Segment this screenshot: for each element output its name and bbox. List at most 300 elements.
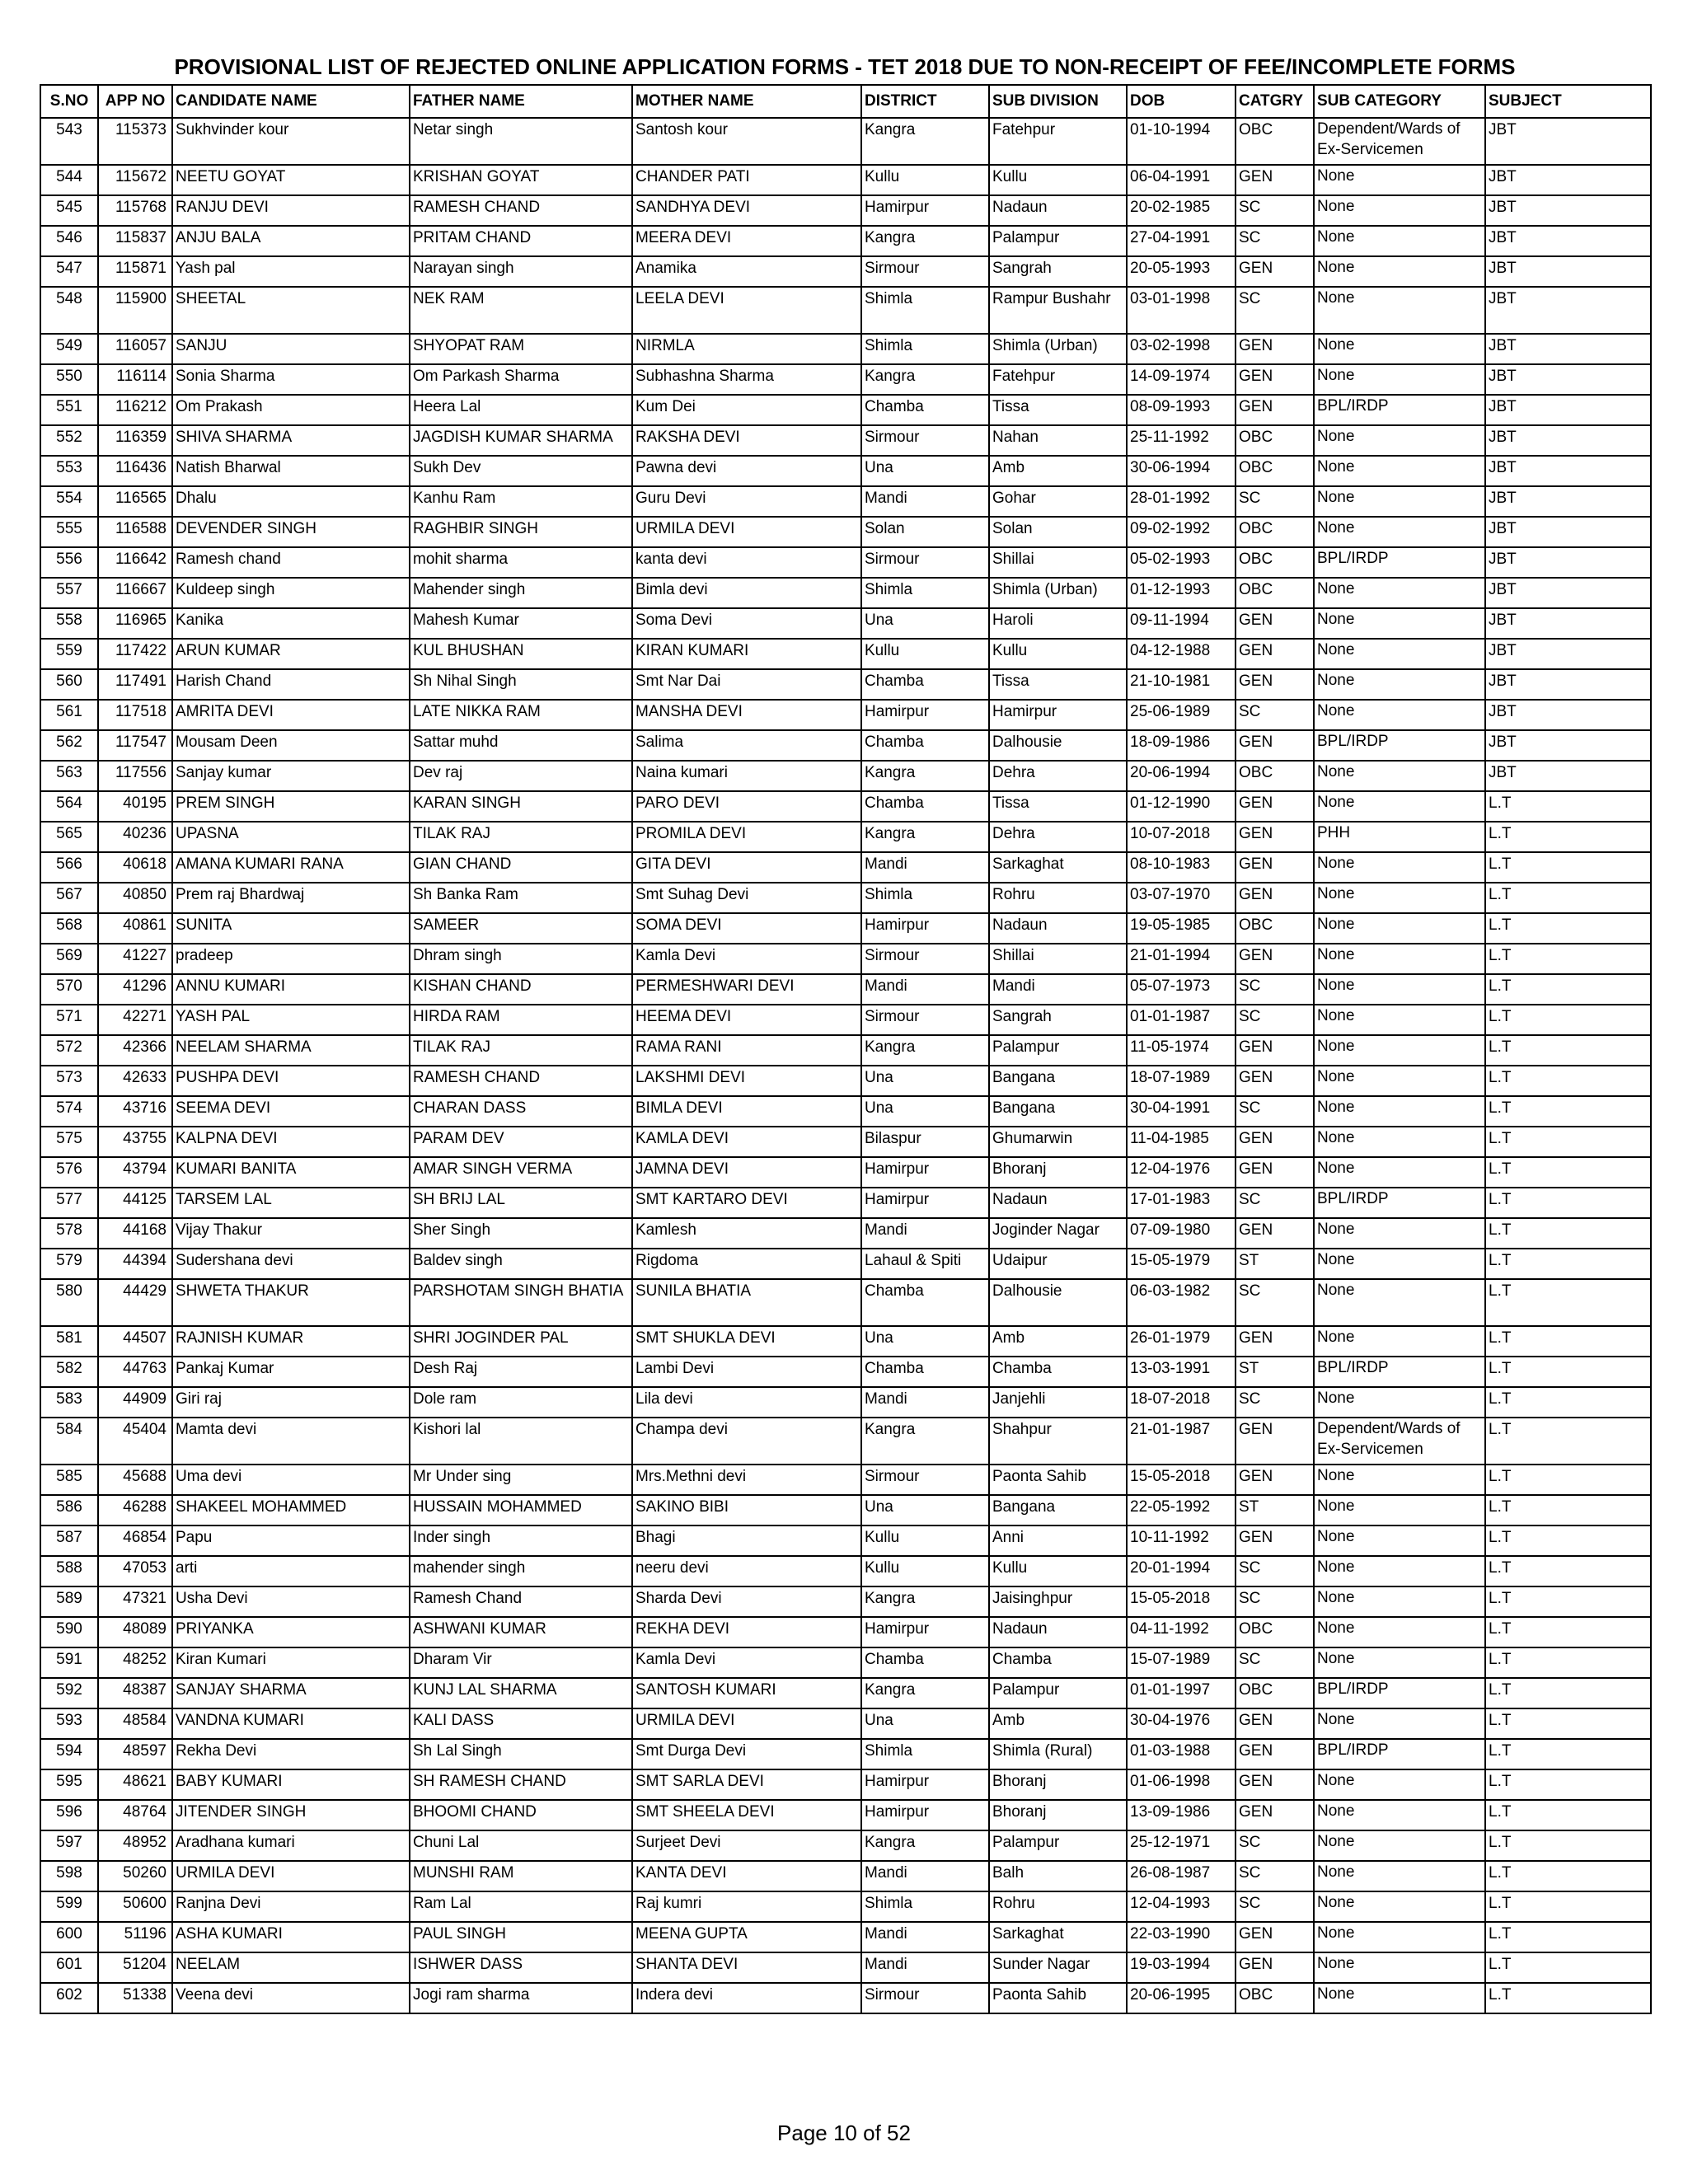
cell-candidate-name: Yash pal	[172, 256, 410, 287]
table-row	[40, 761, 1651, 791]
cell-category: GEN	[1236, 669, 1314, 700]
cell-sub-division: Shimla (Urban)	[989, 334, 1127, 364]
column-header-candidate-name: CANDIDATE NAME	[172, 85, 410, 118]
cell-category: SC	[1236, 1586, 1314, 1617]
cell-father-name: Kanhu Ram	[410, 486, 632, 517]
cell-subject: L.T	[1485, 1861, 1651, 1891]
cell-app-no: 40618	[98, 852, 172, 883]
table-row	[40, 1769, 1651, 1800]
cell-category: GEN	[1236, 1326, 1314, 1357]
cell-sno: 568	[40, 913, 98, 944]
cell-subject: L.T	[1485, 1495, 1651, 1526]
cell-sub-division: Sarkaghat	[989, 1922, 1127, 1952]
cell-district: Shimla	[861, 287, 989, 334]
cell-subject: L.T	[1485, 974, 1651, 1005]
cell-father-name: HUSSAIN MOHAMMED	[410, 1495, 632, 1526]
cell-district: Kullu	[861, 165, 989, 195]
cell-dob: 11-05-1974	[1127, 1035, 1236, 1066]
cell-sno: 569	[40, 944, 98, 974]
cell-dob: 26-08-1987	[1127, 1861, 1236, 1891]
cell-district: Kullu	[861, 1526, 989, 1556]
cell-district: Hamirpur	[861, 1188, 989, 1218]
cell-sub-category: None	[1314, 1249, 1485, 1279]
cell-district: Kangra	[861, 1586, 989, 1617]
table-row	[40, 1157, 1651, 1188]
cell-subject: L.T	[1485, 1526, 1651, 1556]
cell-candidate-name: Papu	[172, 1526, 410, 1556]
cell-sub-category: None	[1314, 852, 1485, 883]
cell-dob: 13-03-1991	[1127, 1357, 1236, 1387]
cell-sub-division: Dalhousie	[989, 730, 1127, 761]
cell-subject: L.T	[1485, 1708, 1651, 1739]
cell-dob: 11-04-1985	[1127, 1127, 1236, 1157]
cell-app-no: 48089	[98, 1617, 172, 1647]
cell-sno: 562	[40, 730, 98, 761]
cell-dob: 20-06-1994	[1127, 761, 1236, 791]
cell-sub-division: Shillai	[989, 944, 1127, 974]
cell-sno: 560	[40, 669, 98, 700]
cell-subject: L.T	[1485, 1952, 1651, 1983]
cell-sub-category: None	[1314, 1465, 1485, 1495]
cell-app-no: 117547	[98, 730, 172, 761]
cell-subject: L.T	[1485, 1739, 1651, 1769]
cell-mother-name: Surjeet Devi	[632, 1830, 861, 1861]
table-row	[40, 118, 1651, 165]
table-row	[40, 608, 1651, 639]
cell-dob: 09-02-1992	[1127, 517, 1236, 547]
cell-dob: 01-03-1988	[1127, 1739, 1236, 1769]
cell-sub-category: None	[1314, 517, 1485, 547]
cell-app-no: 45404	[98, 1418, 172, 1465]
cell-dob: 18-07-2018	[1127, 1387, 1236, 1418]
cell-dob: 14-09-1974	[1127, 364, 1236, 395]
cell-sub-division: Tissa	[989, 669, 1127, 700]
cell-father-name: Om Parkash Sharma	[410, 364, 632, 395]
cell-district: Hamirpur	[861, 1157, 989, 1188]
cell-dob: 05-07-1973	[1127, 974, 1236, 1005]
cell-category: GEN	[1236, 1769, 1314, 1800]
table-row	[40, 730, 1651, 761]
cell-candidate-name: Ramesh chand	[172, 547, 410, 578]
cell-mother-name: Mrs.Methni devi	[632, 1465, 861, 1495]
cell-district: Sirmour	[861, 547, 989, 578]
cell-dob: 01-10-1994	[1127, 118, 1236, 165]
cell-candidate-name: Sudershana devi	[172, 1249, 410, 1279]
cell-father-name: RAMESH CHAND	[410, 195, 632, 226]
table-row	[40, 1465, 1651, 1495]
cell-app-no: 44168	[98, 1218, 172, 1249]
cell-mother-name: Kamla Devi	[632, 1647, 861, 1678]
cell-father-name: Kishori lal	[410, 1418, 632, 1465]
cell-sub-category: BPL/IRDP	[1314, 730, 1485, 761]
cell-dob: 25-12-1971	[1127, 1830, 1236, 1861]
cell-subject: L.T	[1485, 852, 1651, 883]
cell-subject: L.T	[1485, 1418, 1651, 1465]
cell-sub-division: Sarkaghat	[989, 852, 1127, 883]
cell-father-name: Dhram singh	[410, 944, 632, 974]
cell-sno: 570	[40, 974, 98, 1005]
cell-sub-division: Bhoranj	[989, 1800, 1127, 1830]
cell-app-no: 116642	[98, 547, 172, 578]
cell-district: Hamirpur	[861, 700, 989, 730]
cell-dob: 20-01-1994	[1127, 1556, 1236, 1586]
cell-sub-category: None	[1314, 1096, 1485, 1127]
cell-sno: 595	[40, 1769, 98, 1800]
cell-category: GEN	[1236, 730, 1314, 761]
cell-candidate-name: BABY KUMARI	[172, 1769, 410, 1800]
cell-mother-name: MANSHA DEVI	[632, 700, 861, 730]
cell-mother-name: Kamlesh	[632, 1218, 861, 1249]
cell-app-no: 42366	[98, 1035, 172, 1066]
cell-sub-category: Dependent/Wards of Ex-Servicemen	[1314, 1418, 1485, 1465]
cell-sno: 596	[40, 1800, 98, 1830]
cell-mother-name: Bhagi	[632, 1526, 861, 1556]
cell-app-no: 44507	[98, 1326, 172, 1357]
cell-sno: 591	[40, 1647, 98, 1678]
cell-sno: 602	[40, 1983, 98, 2013]
cell-dob: 04-12-1988	[1127, 639, 1236, 669]
cell-category: GEN	[1236, 364, 1314, 395]
cell-father-name: KALI DASS	[410, 1708, 632, 1739]
cell-sno: 561	[40, 700, 98, 730]
cell-dob: 18-09-1986	[1127, 730, 1236, 761]
cell-subject: L.T	[1485, 1035, 1651, 1066]
cell-district: Hamirpur	[861, 913, 989, 944]
cell-subject: L.T	[1485, 1769, 1651, 1800]
table-row	[40, 1188, 1651, 1218]
table-row	[40, 1983, 1651, 2013]
cell-father-name: KARAN SINGH	[410, 791, 632, 822]
cell-district: Hamirpur	[861, 195, 989, 226]
cell-sno: 586	[40, 1495, 98, 1526]
cell-sub-division: Tissa	[989, 791, 1127, 822]
cell-mother-name: SANDHYA DEVI	[632, 195, 861, 226]
table-row	[40, 1617, 1651, 1647]
cell-app-no: 48252	[98, 1647, 172, 1678]
cell-sno: 593	[40, 1708, 98, 1739]
table-row	[40, 700, 1651, 730]
cell-sub-division: Sangrah	[989, 1005, 1127, 1035]
cell-category: GEN	[1236, 1800, 1314, 1830]
cell-app-no: 43794	[98, 1157, 172, 1188]
cell-mother-name: Champa devi	[632, 1418, 861, 1465]
cell-sno: 590	[40, 1617, 98, 1647]
cell-category: GEN	[1236, 608, 1314, 639]
cell-subject: L.T	[1485, 1157, 1651, 1188]
cell-district: Mandi	[861, 974, 989, 1005]
cell-sno: 546	[40, 226, 98, 256]
cell-dob: 15-05-1979	[1127, 1249, 1236, 1279]
cell-category: SC	[1236, 1279, 1314, 1326]
cell-category: GEN	[1236, 1418, 1314, 1465]
cell-sub-division: Palampur	[989, 1830, 1127, 1861]
cell-mother-name: Smt Nar Dai	[632, 669, 861, 700]
cell-subject: JBT	[1485, 425, 1651, 456]
cell-sno: 564	[40, 791, 98, 822]
table-row	[40, 1922, 1651, 1952]
cell-sub-division: Rohru	[989, 1891, 1127, 1922]
table-row	[40, 883, 1651, 913]
cell-dob: 01-12-1993	[1127, 578, 1236, 608]
cell-app-no: 41227	[98, 944, 172, 974]
cell-sno: 567	[40, 883, 98, 913]
cell-sno: 577	[40, 1188, 98, 1218]
cell-subject: L.T	[1485, 1556, 1651, 1586]
table-row	[40, 639, 1651, 669]
cell-category: GEN	[1236, 1127, 1314, 1157]
cell-dob: 28-01-1992	[1127, 486, 1236, 517]
cell-category: SC	[1236, 195, 1314, 226]
cell-sub-category: BPL/IRDP	[1314, 1188, 1485, 1218]
cell-sub-division: Kullu	[989, 639, 1127, 669]
cell-category: OBC	[1236, 578, 1314, 608]
table-row	[40, 1739, 1651, 1769]
cell-candidate-name: NEELAM SHARMA	[172, 1035, 410, 1066]
cell-subject: L.T	[1485, 1387, 1651, 1418]
column-header-dob: DOB	[1127, 85, 1236, 118]
column-header-app-no: APP NO	[98, 85, 172, 118]
cell-dob: 18-07-1989	[1127, 1066, 1236, 1096]
cell-app-no: 42633	[98, 1066, 172, 1096]
column-header-father-name: FATHER NAME	[410, 85, 632, 118]
cell-candidate-name: Harish Chand	[172, 669, 410, 700]
cell-candidate-name: Prem raj Bhardwaj	[172, 883, 410, 913]
cell-candidate-name: Kanika	[172, 608, 410, 639]
cell-father-name: JAGDISH KUMAR SHARMA	[410, 425, 632, 456]
cell-dob: 07-09-1980	[1127, 1218, 1236, 1249]
cell-candidate-name: UPASNA	[172, 822, 410, 852]
cell-sno: 558	[40, 608, 98, 639]
cell-district: Una	[861, 608, 989, 639]
table-row	[40, 1357, 1651, 1387]
cell-candidate-name: RANJU DEVI	[172, 195, 410, 226]
cell-category: SC	[1236, 1861, 1314, 1891]
table-row	[40, 1387, 1651, 1418]
table-row	[40, 1586, 1651, 1617]
cell-candidate-name: Giri raj	[172, 1387, 410, 1418]
cell-subject: JBT	[1485, 669, 1651, 700]
cell-district: Sirmour	[861, 256, 989, 287]
cell-sub-category: None	[1314, 1861, 1485, 1891]
cell-father-name: Sh Banka Ram	[410, 883, 632, 913]
cell-sno: 584	[40, 1418, 98, 1465]
cell-father-name: Ramesh Chand	[410, 1586, 632, 1617]
cell-sub-division: Dehra	[989, 761, 1127, 791]
table-row	[40, 517, 1651, 547]
cell-sub-division: Dalhousie	[989, 1279, 1127, 1326]
cell-sno: 589	[40, 1586, 98, 1617]
cell-subject: L.T	[1485, 1005, 1651, 1035]
cell-district: Mandi	[861, 1387, 989, 1418]
cell-candidate-name: SHWETA THAKUR	[172, 1279, 410, 1326]
cell-mother-name: SOMA DEVI	[632, 913, 861, 944]
cell-district: Una	[861, 1326, 989, 1357]
column-header-category: CATGRY	[1236, 85, 1314, 118]
cell-sno: 601	[40, 1952, 98, 1983]
cell-mother-name: Santosh kour	[632, 118, 861, 165]
cell-sub-category: None	[1314, 1891, 1485, 1922]
cell-father-name: MUNSHI RAM	[410, 1861, 632, 1891]
cell-candidate-name: Vijay Thakur	[172, 1218, 410, 1249]
cell-dob: 21-10-1981	[1127, 669, 1236, 700]
cell-subject: L.T	[1485, 1218, 1651, 1249]
cell-dob: 21-01-1994	[1127, 944, 1236, 974]
cell-candidate-name: SUNITA	[172, 913, 410, 944]
cell-category: GEN	[1236, 791, 1314, 822]
cell-subject: L.T	[1485, 1983, 1651, 2013]
cell-sub-category: None	[1314, 1279, 1485, 1326]
cell-candidate-name: AMANA KUMARI RANA	[172, 852, 410, 883]
cell-district: Mandi	[861, 486, 989, 517]
cell-candidate-name: KALPNA DEVI	[172, 1127, 410, 1157]
cell-mother-name: neeru devi	[632, 1556, 861, 1586]
cell-father-name: ASHWANI KUMAR	[410, 1617, 632, 1647]
cell-sub-division: Bhoranj	[989, 1769, 1127, 1800]
cell-sub-division: Sangrah	[989, 256, 1127, 287]
table-row	[40, 1035, 1651, 1066]
cell-district: Chamba	[861, 1357, 989, 1387]
cell-mother-name: Guru Devi	[632, 486, 861, 517]
cell-sub-category: None	[1314, 1647, 1485, 1678]
cell-mother-name: Naina kumari	[632, 761, 861, 791]
cell-sub-division: Haroli	[989, 608, 1127, 639]
cell-sub-category: None	[1314, 364, 1485, 395]
cell-candidate-name: SHAKEEL MOHAMMED	[172, 1495, 410, 1526]
cell-district: Kullu	[861, 639, 989, 669]
cell-candidate-name: Veena devi	[172, 1983, 410, 2013]
cell-dob: 05-02-1993	[1127, 547, 1236, 578]
cell-app-no: 48597	[98, 1739, 172, 1769]
cell-sub-category: None	[1314, 578, 1485, 608]
cell-sub-division: Shimla (Rural)	[989, 1739, 1127, 1769]
cell-app-no: 116965	[98, 608, 172, 639]
cell-mother-name: Anamika	[632, 256, 861, 287]
cell-sub-division: Bhoranj	[989, 1157, 1127, 1188]
cell-mother-name: SHANTA DEVI	[632, 1952, 861, 1983]
cell-mother-name: kanta devi	[632, 547, 861, 578]
cell-sub-category: None	[1314, 334, 1485, 364]
cell-sub-division: Dehra	[989, 822, 1127, 852]
cell-district: Mandi	[861, 1922, 989, 1952]
cell-district: Hamirpur	[861, 1769, 989, 1800]
cell-father-name: SH BRIJ LAL	[410, 1188, 632, 1218]
cell-category: SC	[1236, 700, 1314, 730]
cell-father-name: PARAM DEV	[410, 1127, 632, 1157]
cell-app-no: 40195	[98, 791, 172, 822]
cell-sub-category: None	[1314, 486, 1485, 517]
cell-candidate-name: URMILA DEVI	[172, 1861, 410, 1891]
cell-app-no: 117491	[98, 669, 172, 700]
cell-category: GEN	[1236, 1526, 1314, 1556]
cell-dob: 03-01-1998	[1127, 287, 1236, 334]
cell-mother-name: URMILA DEVI	[632, 517, 861, 547]
table-row	[40, 486, 1651, 517]
cell-subject: L.T	[1485, 1096, 1651, 1127]
cell-district: Kangra	[861, 364, 989, 395]
cell-sub-division: Rampur Bushahr	[989, 287, 1127, 334]
cell-sno: 547	[40, 256, 98, 287]
cell-mother-name: Indera devi	[632, 1983, 861, 2013]
cell-sno: 578	[40, 1218, 98, 1249]
cell-subject: JBT	[1485, 517, 1651, 547]
cell-dob: 25-06-1989	[1127, 700, 1236, 730]
cell-app-no: 116565	[98, 486, 172, 517]
cell-subject: JBT	[1485, 364, 1651, 395]
cell-mother-name: KANTA DEVI	[632, 1861, 861, 1891]
cell-father-name: AMAR SINGH VERMA	[410, 1157, 632, 1188]
cell-sub-category: BPL/IRDP	[1314, 1357, 1485, 1387]
cell-father-name: LATE NIKKA RAM	[410, 700, 632, 730]
cell-subject: L.T	[1485, 1891, 1651, 1922]
cell-sno: 588	[40, 1556, 98, 1586]
cell-sub-category: None	[1314, 1556, 1485, 1586]
cell-sub-division: Amb	[989, 1708, 1127, 1739]
table-row	[40, 1678, 1651, 1708]
cell-category: OBC	[1236, 425, 1314, 456]
cell-sub-division: Bangana	[989, 1066, 1127, 1096]
cell-sub-division: Amb	[989, 1326, 1127, 1357]
cell-district: Sirmour	[861, 1465, 989, 1495]
cell-category: OBC	[1236, 517, 1314, 547]
cell-district: Una	[861, 1096, 989, 1127]
cell-category: OBC	[1236, 1678, 1314, 1708]
cell-category: SC	[1236, 1830, 1314, 1861]
table-row	[40, 1861, 1651, 1891]
cell-father-name: Mr Under sing	[410, 1465, 632, 1495]
cell-mother-name: KIRAN KUMARI	[632, 639, 861, 669]
table-row	[40, 195, 1651, 226]
cell-district: Mandi	[861, 1218, 989, 1249]
cell-father-name: Sattar muhd	[410, 730, 632, 761]
cell-district: Chamba	[861, 791, 989, 822]
table-row	[40, 1218, 1651, 1249]
cell-mother-name: RAKSHA DEVI	[632, 425, 861, 456]
cell-father-name: PAUL SINGH	[410, 1922, 632, 1952]
cell-sub-category: BPL/IRDP	[1314, 1739, 1485, 1769]
cell-father-name: mohit sharma	[410, 547, 632, 578]
cell-sub-division: Chamba	[989, 1647, 1127, 1678]
cell-app-no: 40861	[98, 913, 172, 944]
cell-sub-category: BPL/IRDP	[1314, 547, 1485, 578]
cell-subject: JBT	[1485, 118, 1651, 165]
cell-district: Lahaul & Spiti	[861, 1249, 989, 1279]
cell-district: Kangra	[861, 1678, 989, 1708]
cell-subject: L.T	[1485, 1617, 1651, 1647]
table-row	[40, 456, 1651, 486]
cell-sno: 553	[40, 456, 98, 486]
cell-sno: 549	[40, 334, 98, 364]
table-row	[40, 547, 1651, 578]
cell-app-no: 44394	[98, 1249, 172, 1279]
cell-candidate-name: Mousam Deen	[172, 730, 410, 761]
cell-sub-category: None	[1314, 944, 1485, 974]
table-row	[40, 1556, 1651, 1586]
cell-mother-name: SMT SHEELA DEVI	[632, 1800, 861, 1830]
cell-candidate-name: Rekha Devi	[172, 1739, 410, 1769]
cell-mother-name: PARO DEVI	[632, 791, 861, 822]
cell-father-name: BHOOMI CHAND	[410, 1800, 632, 1830]
cell-dob: 10-07-2018	[1127, 822, 1236, 852]
cell-subject: L.T	[1485, 791, 1651, 822]
cell-sno: 566	[40, 852, 98, 883]
cell-mother-name: SUNILA BHATIA	[632, 1279, 861, 1326]
cell-subject: L.T	[1485, 1326, 1651, 1357]
cell-candidate-name: Kuldeep singh	[172, 578, 410, 608]
cell-sub-category: None	[1314, 1157, 1485, 1188]
table-body	[40, 118, 1651, 2013]
cell-sno: 592	[40, 1678, 98, 1708]
cell-sub-category: None	[1314, 1983, 1485, 2013]
